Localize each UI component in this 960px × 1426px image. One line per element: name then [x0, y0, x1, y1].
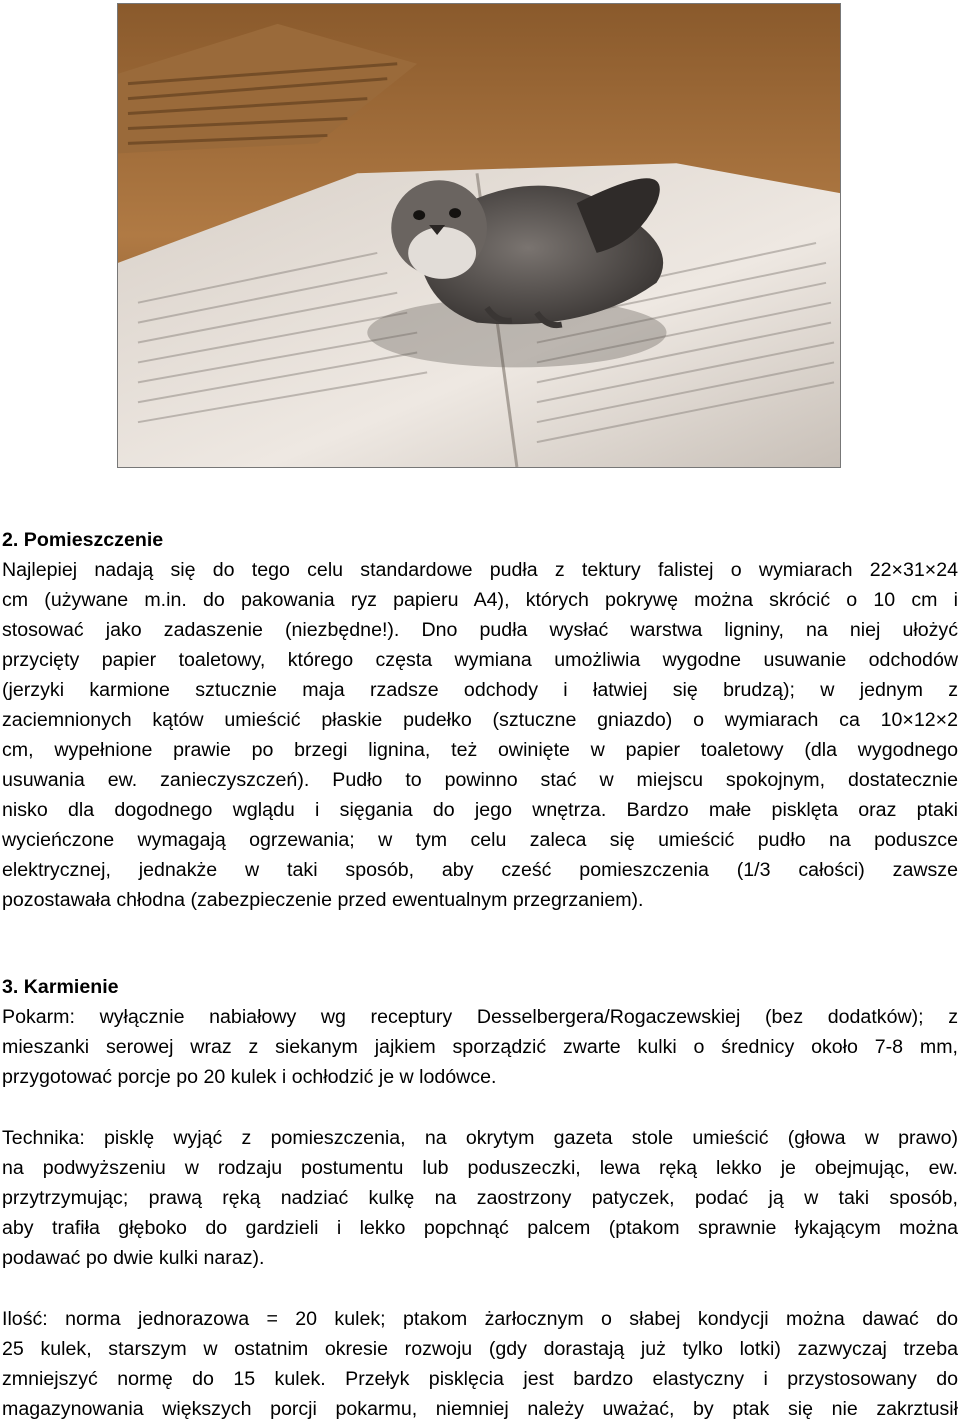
paragraph-ilosc — [2, 1304, 958, 1424]
paragraph-line: 25 kulek, starszym w ostatnim okresie rozwoju (gdy dorastają już tylko lotki) zazwyczaj trzeba — [2, 1338, 958, 1360]
paragraph-line: nisko dla dogodnego wglądu i sięgania do jego wnętrza. Bardzo małe pisklęta oraz ptaki — [2, 799, 958, 821]
paragraph-line: Najlepiej nadają się do tego celu standardowe pudła z tektury falistej o wymiarach 22×31×24 — [2, 559, 958, 581]
paragraph-line: Pokarm: wyłącznie nabiałowy wg receptury Desselbergera/Rogaczewskiej (bez dodatków); z — [2, 1006, 958, 1028]
heading-pomieszczenie: 2. Pomieszczenie — [2, 529, 164, 551]
paragraph-line: przycięty papier toaletowy, którego częsta wymiana umożliwia wygodne usuwanie odchodów — [2, 649, 958, 671]
swift-chick-on-newspaper-image — [118, 4, 840, 467]
paragraph-line: usuwania ew. zanieczyszczeń). Pudło to powinno stać w miejscu spokojnym, dostatecznie — [2, 769, 958, 791]
paragraph-line: Technika: pisklę wyjąć z pomieszczenia, na okrytym gazeta stole umieścić (głowa w prawo) — [2, 1127, 958, 1149]
paragraph-line: przygotować porcje po 20 kulek i ochłodzić je w lodówce. — [2, 1066, 497, 1088]
section-pomieszczenie — [2, 525, 958, 915]
paragraph-line: przytrzymując; prawą ręką nadziać kulkę na zaostrzony patyczek, podać ją w taki sposób, — [2, 1187, 958, 1209]
paragraph-line: elektrycznej, jednakże w taki sposób, aby cześć pomieszczenia (1/3 całości) zawsze — [2, 859, 958, 881]
paragraph-line: podawać po dwie kulki naraz). — [2, 1247, 265, 1269]
swift-chick-photo — [117, 3, 841, 468]
paragraph-line: stosować jako zadaszenie (niezbędne!). Dno pudła wysłać warstwa ligniny, na niej ułożyć — [2, 619, 958, 641]
paragraph-line: wycieńczone wymagają ogrzewania; w tym celu zaleca się umieścić pudło na poduszce — [2, 829, 958, 851]
paragraph-line: (jerzyki karmione sztucznie maja rzadsze odchody i łatwiej się brudzą); w jednym z — [2, 679, 958, 701]
heading-karmienie: 3. Karmienie — [2, 976, 119, 998]
paragraph-line: magazynowania większych porcji pokarmu, niemniej należy uważać, by ptak się nie zakrztusił — [2, 1398, 958, 1420]
paragraph-line: zmniejszyć normę do 15 kulek. Przełyk pisklęcia jest bardzo elastyczny i przystosowany do — [2, 1368, 958, 1390]
paragraph-line: aby trafiła głęboko do gardzieli i lekko popchnąć palcem (ptakom sprawnie łykającym można — [2, 1217, 958, 1239]
section-karmienie — [2, 972, 958, 1092]
paragraph-line: na podwyższeniu w rodzaju postumentu lub poduszeczki, lewa ręką lekko je obejmując, ew. — [2, 1157, 958, 1179]
paragraph-line: cm (używane m.in. do pakowania ryz papieru A4), których pokrywę można skrócić o 10 cm i — [2, 589, 958, 611]
paragraph-line: cm, wypełnione prawie po brzegi lignina, też owinięte w papier toaletowy (dla wygodnego — [2, 739, 958, 761]
paragraph-line: Ilość: norma jednorazowa = 20 kulek; ptakom żarłocznym o słabej kondycji można dawać do — [2, 1308, 958, 1330]
paragraph-line: pozostawała chłodna (zabezpieczenie przed ewentualnym przegrzaniem). — [2, 889, 644, 911]
paragraph-line: mieszanki serowej wraz z siekanym jajkiem sporządzić zwarte kulki o średnicy około 7-8 mm, — [2, 1036, 958, 1058]
paragraph-line: zaciemnionych kątów umieścić płaskie pudełko (sztuczne gniazdo) o wymiarach ca 10×12×2 — [2, 709, 958, 731]
paragraph-technika — [2, 1123, 958, 1273]
